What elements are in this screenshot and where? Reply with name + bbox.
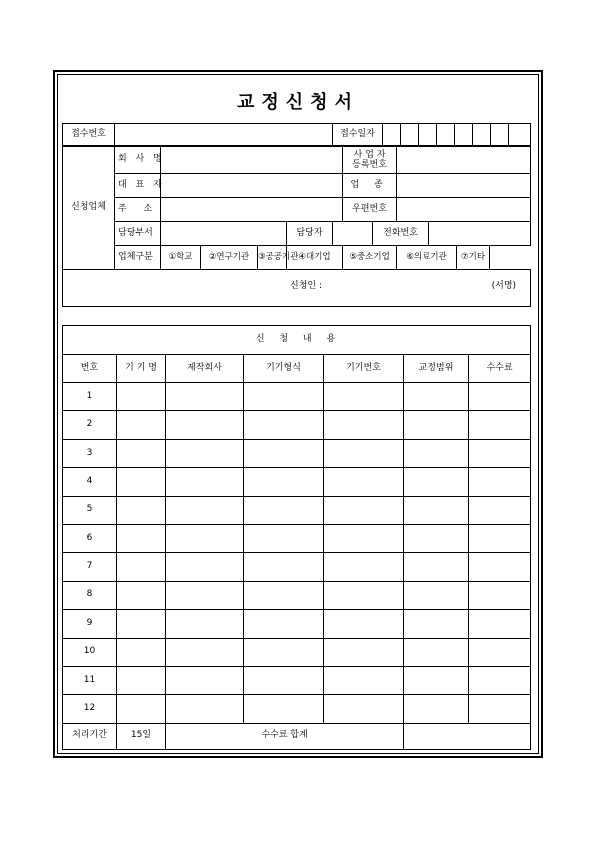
applicant-group-label: 신청업체: [63, 147, 115, 270]
manufacturer-cell[interactable]: [166, 383, 244, 411]
range-cell[interactable]: [404, 468, 469, 496]
column-header: 기 기 명: [117, 355, 166, 383]
postal-label: 우편번호: [343, 198, 397, 222]
receipt-date-box[interactable]: [455, 124, 473, 146]
industry-label: 업 종: [343, 174, 397, 198]
receipt-number-label: 접수번호: [63, 124, 115, 146]
device-name-cell[interactable]: [117, 496, 166, 524]
table-row: [63, 383, 531, 411]
serial-cell[interactable]: [324, 695, 404, 723]
category-option[interactable]: ⑥의료기관: [397, 246, 457, 270]
serial-cell[interactable]: [324, 638, 404, 666]
fee-cell[interactable]: [469, 439, 531, 467]
address-label: 주 소: [115, 198, 161, 222]
device-name-cell[interactable]: [117, 581, 166, 609]
device-name-cell[interactable]: [117, 666, 166, 694]
table-row: [63, 581, 531, 609]
receipt-date-box[interactable]: [401, 124, 419, 146]
fee-cell[interactable]: [469, 666, 531, 694]
receipt-date-label: 접수일자: [333, 124, 383, 146]
column-header: 기기형식: [244, 355, 324, 383]
fee-cell[interactable]: [469, 610, 531, 638]
column-header: 번호: [63, 355, 117, 383]
row-number: 3: [63, 439, 117, 467]
manufacturer-cell[interactable]: [166, 610, 244, 638]
serial-cell[interactable]: [324, 496, 404, 524]
range-cell[interactable]: [404, 524, 469, 552]
biz-reg-label-line2: 등록번호: [352, 160, 387, 170]
postal-field[interactable]: [397, 198, 531, 222]
phone-label: 전화번호: [373, 222, 429, 246]
serial-cell[interactable]: [324, 553, 404, 581]
ceo-field[interactable]: [161, 174, 343, 198]
fee-cell[interactable]: [469, 496, 531, 524]
receipt-number-field[interactable]: [115, 124, 333, 146]
row-number: 1: [63, 383, 117, 411]
manufacturer-cell[interactable]: [166, 581, 244, 609]
serial-cell[interactable]: [324, 468, 404, 496]
device-name-cell[interactable]: [117, 524, 166, 552]
details-footer-row: [63, 723, 531, 749]
manager-label: 담당자: [287, 222, 333, 246]
form-title: 교정신청서: [237, 92, 359, 113]
fee-cell[interactable]: [469, 468, 531, 496]
address-field[interactable]: [161, 198, 343, 222]
ceo-label: 대 표 자: [115, 174, 161, 198]
range-cell[interactable]: [404, 695, 469, 723]
period-label: 처리기간: [63, 723, 117, 749]
serial-cell[interactable]: [324, 610, 404, 638]
range-cell[interactable]: [404, 439, 469, 467]
device-name-cell[interactable]: [117, 610, 166, 638]
biz-reg-label: [343, 147, 397, 174]
industry-field[interactable]: [397, 174, 531, 198]
model-cell[interactable]: [244, 610, 324, 638]
manufacturer-cell[interactable]: [166, 666, 244, 694]
company-name-field[interactable]: [161, 147, 343, 174]
manufacturer-cell[interactable]: [166, 638, 244, 666]
model-cell[interactable]: [244, 439, 324, 467]
serial-cell[interactable]: [324, 581, 404, 609]
column-header: 수수료: [469, 355, 531, 383]
receipt-date-box[interactable]: [383, 124, 401, 146]
company-name-label: 회 사 명: [115, 147, 161, 174]
receipt-date-box[interactable]: [437, 124, 455, 146]
model-cell[interactable]: [244, 581, 324, 609]
category-option[interactable]: ②연구기관: [201, 246, 258, 270]
fee-cell[interactable]: [469, 638, 531, 666]
manufacturer-cell[interactable]: [166, 496, 244, 524]
range-cell[interactable]: [404, 411, 469, 439]
category-option[interactable]: ④대기업: [287, 246, 343, 270]
table-row: [63, 553, 531, 581]
manufacturer-cell[interactable]: [166, 439, 244, 467]
category-label: 업체구분: [115, 246, 161, 270]
receipt-date-box[interactable]: [491, 124, 509, 146]
receipt-date-box[interactable]: [509, 124, 531, 146]
manufacturer-cell[interactable]: [166, 695, 244, 723]
details-table: [62, 325, 531, 750]
table-row: [63, 496, 531, 524]
applicant-table: [62, 146, 531, 307]
device-name-cell[interactable]: [117, 411, 166, 439]
category-option[interactable]: ③공공기관: [258, 246, 287, 270]
row-number: 4: [63, 468, 117, 496]
range-cell[interactable]: [404, 581, 469, 609]
serial-cell[interactable]: [324, 411, 404, 439]
receipt-table: [62, 123, 531, 146]
applicant-label: 신청인 :: [290, 281, 322, 291]
row-number: 12: [63, 695, 117, 723]
receipt-date-box[interactable]: [473, 124, 491, 146]
serial-cell[interactable]: [324, 666, 404, 694]
category-option[interactable]: ⑦기타: [457, 246, 490, 270]
table-row: [63, 439, 531, 467]
column-header: 제작회사: [166, 355, 244, 383]
device-name-cell[interactable]: [117, 553, 166, 581]
table-row: [63, 695, 531, 723]
manufacturer-cell[interactable]: [166, 524, 244, 552]
fee-total-field[interactable]: [404, 723, 531, 749]
table-row: [63, 610, 531, 638]
row-number: 5: [63, 496, 117, 524]
model-cell[interactable]: [244, 553, 324, 581]
biz-reg-label-line1: 사 업 자: [353, 149, 386, 160]
table-row: [63, 524, 531, 552]
fee-cell[interactable]: [469, 553, 531, 581]
range-cell[interactable]: [404, 638, 469, 666]
signature-label: (서명): [491, 281, 517, 291]
table-row: [63, 468, 531, 496]
serial-cell[interactable]: [324, 383, 404, 411]
fee-cell[interactable]: [469, 411, 531, 439]
device-name-cell[interactable]: [117, 638, 166, 666]
category-option[interactable]: ⑤중소기업: [343, 246, 397, 270]
row-number: 8: [63, 581, 117, 609]
details-header-row: [63, 355, 531, 383]
model-cell[interactable]: [244, 468, 324, 496]
table-row: [63, 638, 531, 666]
device-name-cell[interactable]: [117, 383, 166, 411]
range-cell[interactable]: [404, 383, 469, 411]
fee-cell[interactable]: [469, 383, 531, 411]
model-cell[interactable]: [244, 411, 324, 439]
row-number: 11: [63, 666, 117, 694]
manufacturer-cell[interactable]: [166, 411, 244, 439]
fee-cell[interactable]: [469, 581, 531, 609]
receipt-date-box[interactable]: [419, 124, 437, 146]
manager-field[interactable]: [333, 222, 373, 246]
table-row: [63, 666, 531, 694]
fee-cell[interactable]: [469, 695, 531, 723]
fee-cell[interactable]: [469, 524, 531, 552]
biz-reg-field[interactable]: [397, 147, 531, 174]
device-name-cell[interactable]: [117, 439, 166, 467]
model-cell[interactable]: [244, 496, 324, 524]
serial-cell[interactable]: [324, 524, 404, 552]
range-cell[interactable]: [404, 666, 469, 694]
device-name-cell[interactable]: [117, 468, 166, 496]
category-option[interactable]: ①학교: [161, 246, 201, 270]
device-name-cell[interactable]: [117, 695, 166, 723]
range-cell[interactable]: [404, 496, 469, 524]
fee-total-label: 수수료 합계: [166, 723, 404, 749]
manufacturer-cell[interactable]: [166, 468, 244, 496]
row-number: 2: [63, 411, 117, 439]
range-cell[interactable]: [404, 553, 469, 581]
dept-label: 담당부서: [115, 222, 161, 246]
phone-field[interactable]: [429, 222, 531, 246]
table-row: [63, 411, 531, 439]
serial-cell[interactable]: [324, 439, 404, 467]
dept-field[interactable]: [161, 222, 287, 246]
manufacturer-cell[interactable]: [166, 553, 244, 581]
details-title: 신 청 내 용: [63, 326, 531, 355]
form-frame: [53, 70, 543, 758]
model-cell[interactable]: [244, 524, 324, 552]
applicant-signature-row: [63, 270, 531, 307]
model-cell[interactable]: [244, 666, 324, 694]
column-header: 교정범위: [404, 355, 469, 383]
row-number: 9: [63, 610, 117, 638]
row-number: 7: [63, 553, 117, 581]
period-value: 15일: [117, 723, 166, 749]
model-cell[interactable]: [244, 695, 324, 723]
model-cell[interactable]: [244, 383, 324, 411]
model-cell[interactable]: [244, 638, 324, 666]
row-number: 10: [63, 638, 117, 666]
row-number: 6: [63, 524, 117, 552]
column-header: 기기번호: [324, 355, 404, 383]
range-cell[interactable]: [404, 610, 469, 638]
